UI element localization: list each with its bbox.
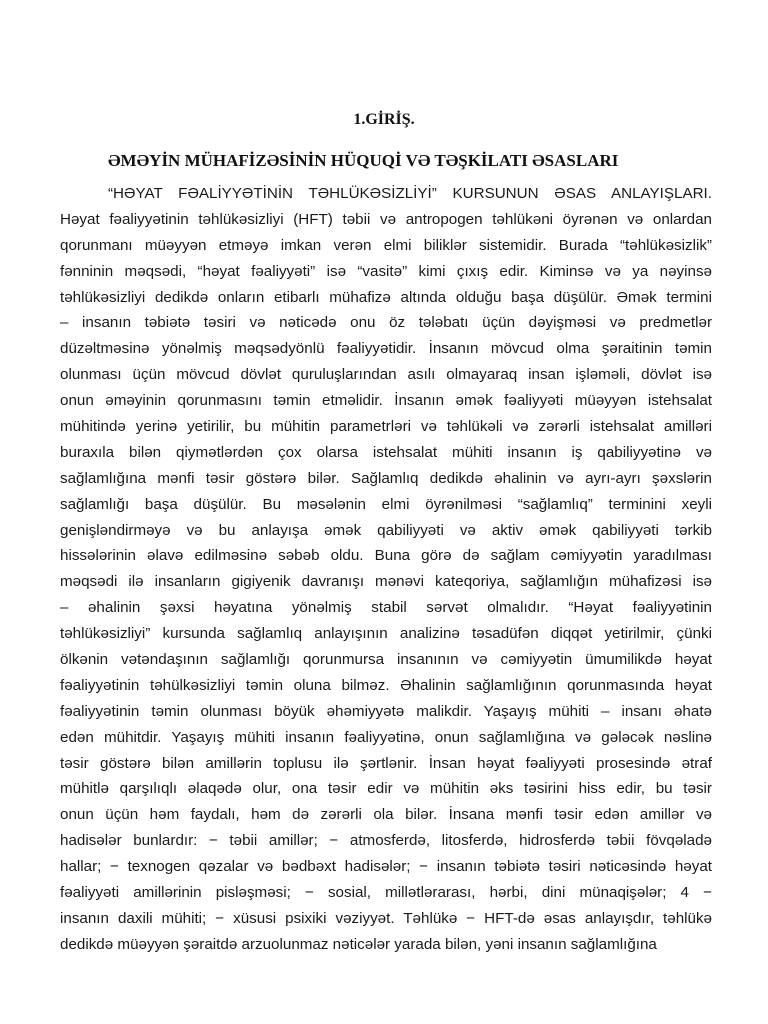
paragraph-line: fənninin məqsədi, “həyat fəaliyyəti” isə “vasitə” kimi çıxış edir. Kiminsə və ya nəyinsə <box>60 262 712 280</box>
paragraph-line: fəaliyyətinin təmin olunması böyük əhəmiyyətə malikdir. Yaşayış mühiti – insanı əhatə <box>60 702 712 720</box>
paragraph-line: olunması üçün mövcud dövlət quruluşlarından asılı olmayaraq insan işləməli, dövlət isə <box>60 366 712 384</box>
paragraph-line: insanın daxili mühiti; − xüsusi psixiki vəziyyət. Təhlükə − HFT-də əsas anlayışdır, təhlükə <box>60 909 712 927</box>
paragraph-line: düzəltməsinə yönəlmiş məqsədyönlü fəaliyyətidir. İnsanın mövcud olma şəraitinin təmin <box>60 340 712 358</box>
paragraph-line: təhlükəsizliyi” kursunda sağlamlıq anlayışının analizinə təsadüfən diqqət yetirilmir, çünki <box>60 625 712 643</box>
paragraph-line: qorunmanı müəyyən etməyə imkan verən elmi biliklər sistemidir. Burada “təhlükəsizlik” <box>60 236 712 254</box>
paragraph-line: sağlamlığı başa düşülür. Bu məsələnin elmi öyrənilməsi “sağlamlıq” terminini xeyli <box>60 495 712 513</box>
paragraph-line: hissələrinin əlavə edilməsinə səbəb oldu. Buna görə də sağlam cəmiyyətin yaradılması <box>60 547 712 565</box>
paragraph-line: edən mühitdir. Yaşayış mühiti insanın fəaliyyətinə, onun sağlamlığına və gələcək nəslinə <box>60 728 712 746</box>
paragraph-line: fəaliyyətinin təhülkəsizliyi təmin oluna bilməz. Əhalinin sağlamlığının qorunmasında həyat <box>60 676 712 694</box>
paragraph-line: onun üçün həm faydalı, həm də zərərli ola bilər. İnsana mənfi təsir edən amillər və <box>60 806 712 824</box>
paragraph-line: hallar; − texnogen qəzalar və bədbəxt hadisələr; − insanın təbiətə təsiri nəticəsində həyat <box>60 858 712 876</box>
paragraph-line: təhlükəsizliyi dedikdə onların etibarlı mühafizə altında olduğu başa düşülür. Əmək termini <box>60 288 712 306</box>
paragraph-line: Həyat fəaliyyətinin təhlükəsizliyi (HFT) təbii və antropogen təhlükəni öyrənən və onlardan <box>60 210 712 228</box>
paragraph-lead-line: “HƏYAT FƏALİYYƏTİNİN TƏHLÜKƏSİZLİYİ” KURSUNUN ƏSAS ANLAYIŞLARI. <box>108 185 712 202</box>
paragraph-line: təsir göstərə bilən amillərin toplusu ilə şərtlənir. İnsan həyat fəaliyyəti prosesində ətraf <box>60 754 712 772</box>
paragraph-line: genişləndirməyə və bu anlayışa əmək qabiliyyəti və aktiv əmək qabiliyyəti tərkib <box>60 521 712 539</box>
paragraph-line: mühitində yerinə yetirilir, bu mühitin parametrləri və təhlükəli və zərərli istehsalat amilləri <box>60 418 712 436</box>
paragraph-line: – insanın təbiətə təsiri və nəticədə onu öz tələbatı üçün dəyişməsi və predmetlər <box>60 314 712 332</box>
body-paragraph <box>60 181 712 958</box>
paragraph-line: dedikdə müəyyən şəraitdə arzuolunmaz nəticələr yarada bilən, yəni insanın sağlamlığına <box>60 935 657 953</box>
paragraph-line: onun əməyinin qorunmasını təmin etməlidir. İnsanın əmək fəaliyyəti müəyyən istehsalat <box>60 392 712 410</box>
paragraph-line: – əhalinin şəxsi həyatına yönəlmiş stabil sərvət olmalıdır. “Həyat fəaliyyətinin <box>60 599 712 617</box>
paragraph-line: mühitlə qarşılıqlı əlaqədə olur, ona təsir edir və mühitin əks təsirini hiss edir, bu təsir <box>60 780 712 798</box>
section-number-heading: 1.GİRİŞ. <box>353 111 415 128</box>
paragraph-line: hadisələr bunlardır: − təbii amillər; − atmosferdə, litosferdə, hidrosferdə təbii fövqəladə <box>60 832 712 850</box>
paragraph-line: sağlamlığına mənfi təsir göstərə bilər. Sağlamlıq dedikdə əhalinin və ayrı-ayrı şəxslərin <box>60 469 712 487</box>
section-title-heading: ƏMƏYİN MÜHAFİZƏSİNİN HÜQUQİ VƏ TƏŞKİLATI ƏSASLARI <box>108 151 619 170</box>
paragraph-line: fəaliyyəti amillərinin pisləşməsi; − sosial, millətlərarası, hərbi, dini münaqişələr; 4 − <box>60 884 712 902</box>
paragraph-line: ölkənin vətəndaşının sağlamlığı qorunmursa insanının və cəmiyyətin ümumilikdə həyat <box>60 651 712 669</box>
paragraph-line: məqsədi ilə insanların gigiyenik davranışı mənəvi kateqoriya, sağlamlığın mühafizəsi isə <box>60 573 712 591</box>
paragraph-line: buraxıla bilən qiymətlərdən çox olarsa istehsalat mühiti insanın iş qabiliyyətinə və <box>60 443 712 461</box>
